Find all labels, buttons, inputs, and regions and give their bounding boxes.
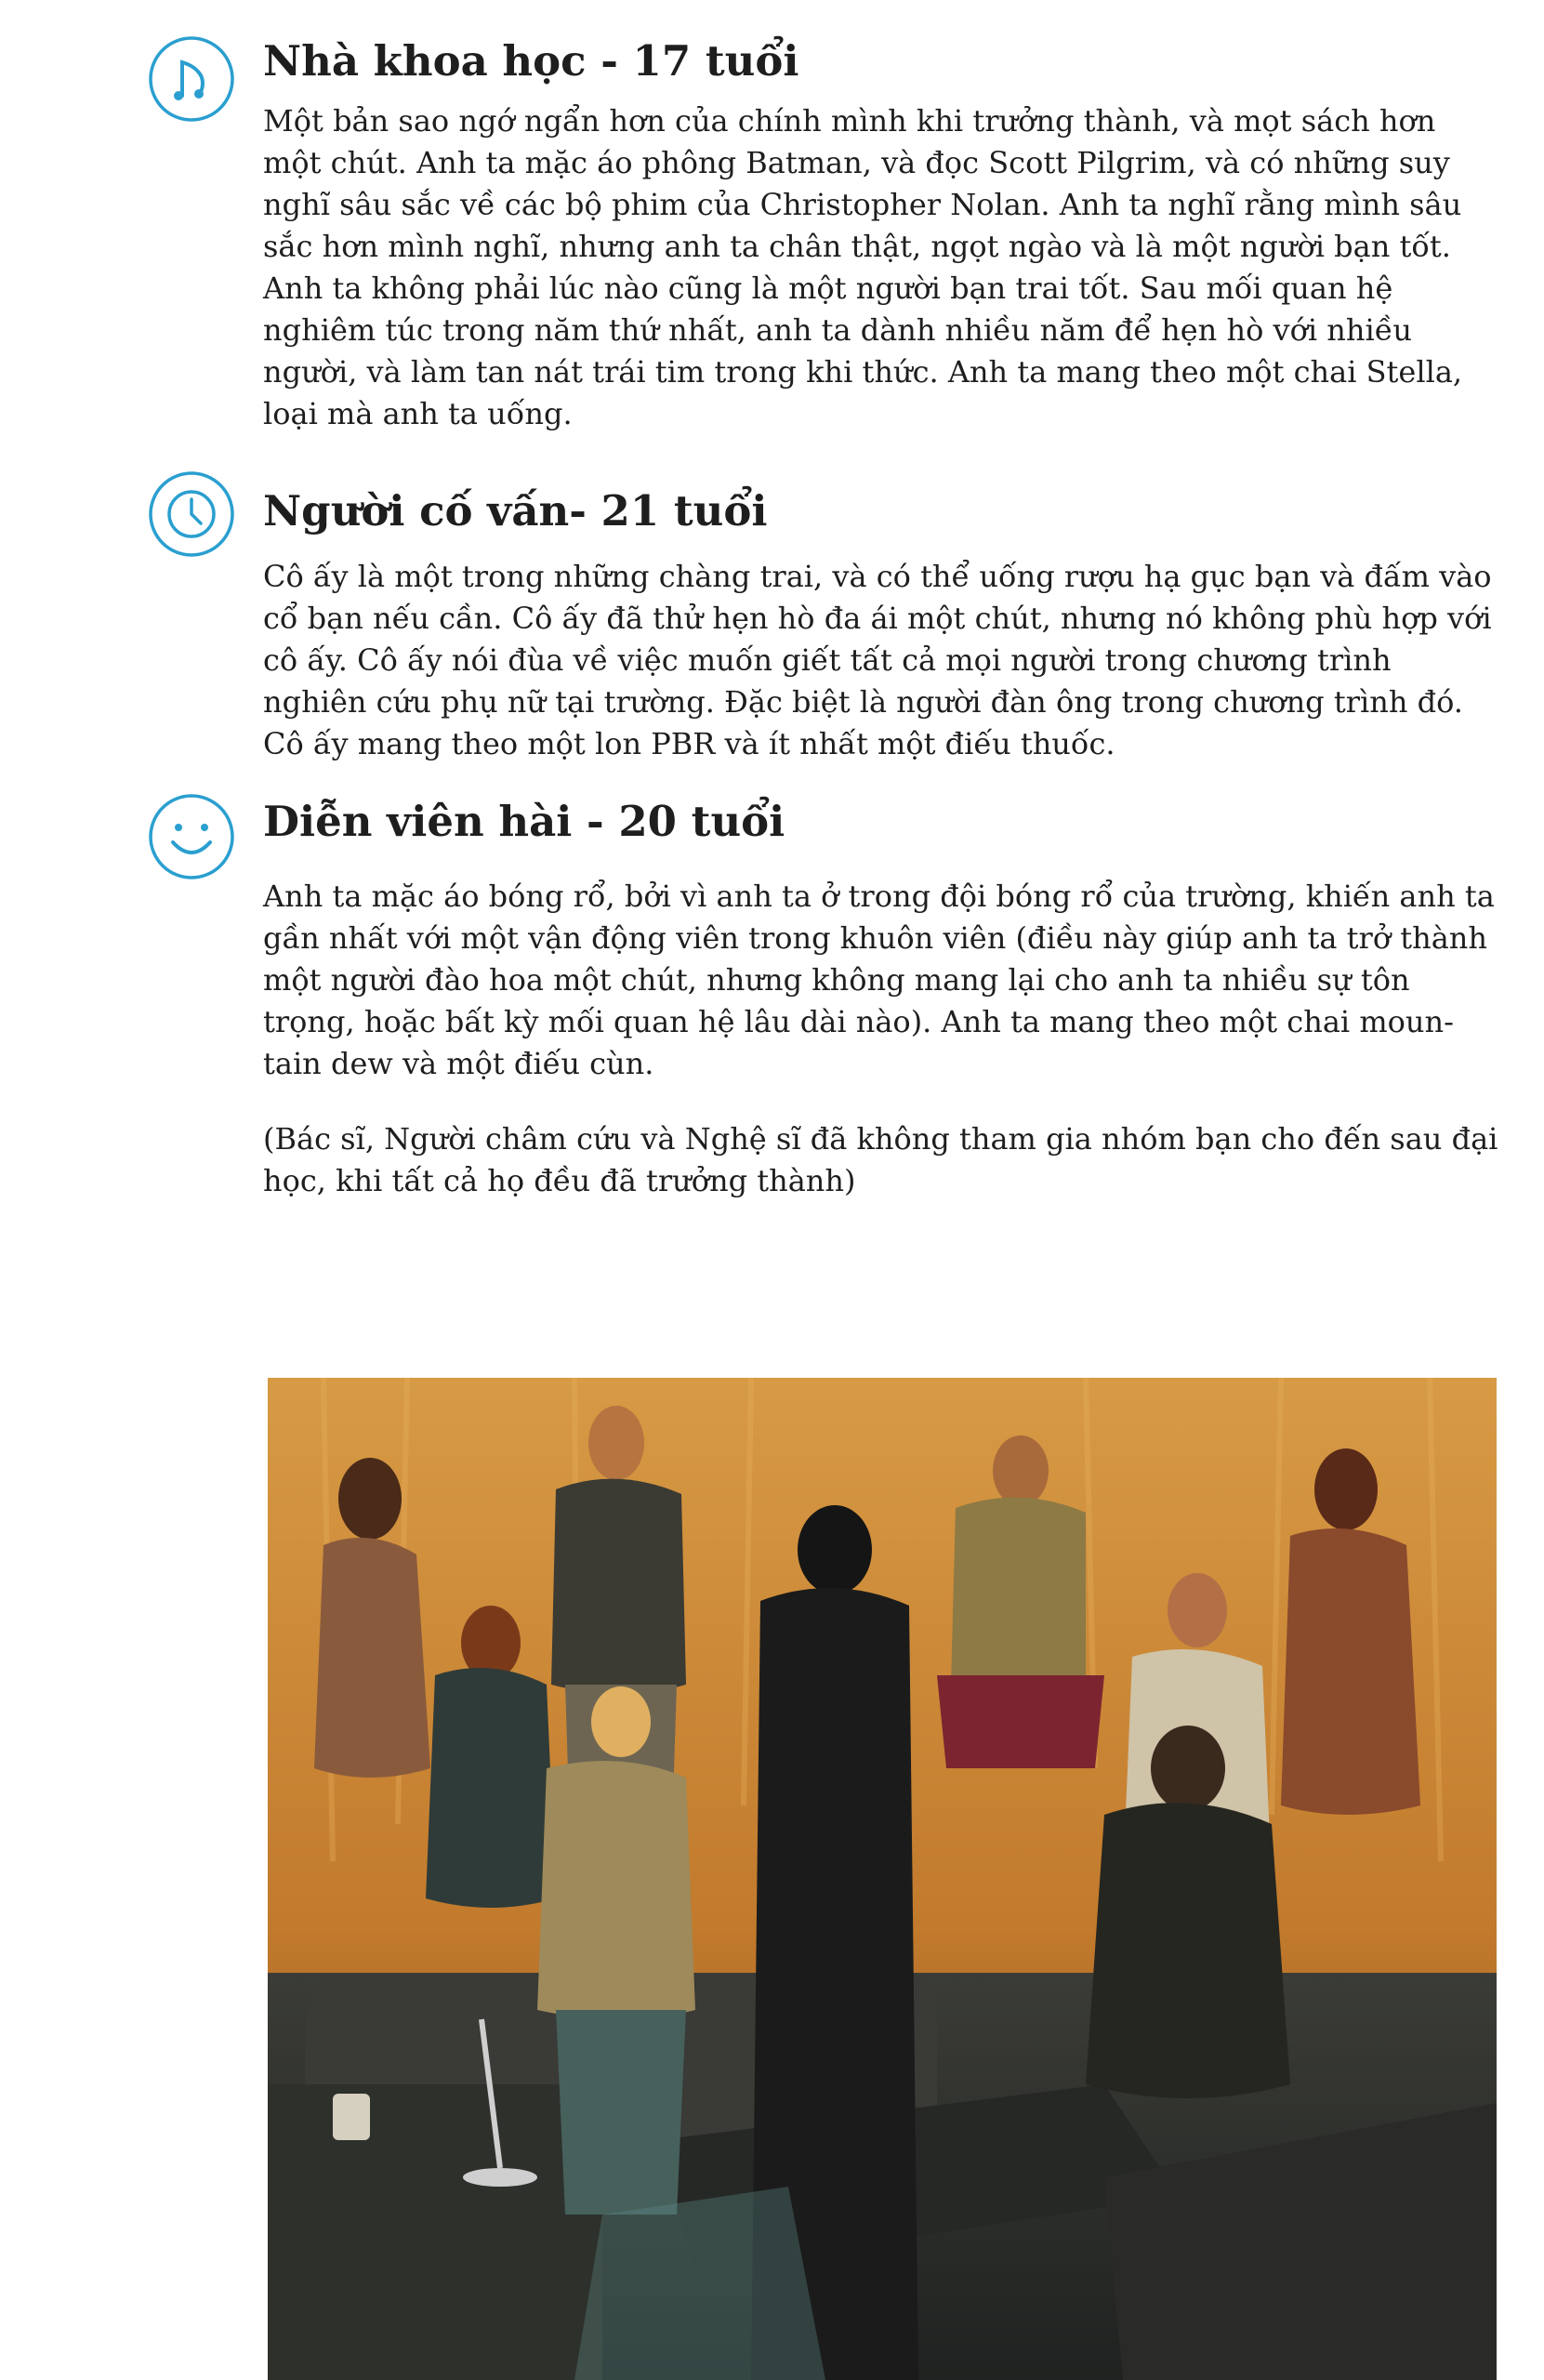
body-line: một chút. Anh ta mặc áo phông Batman, và đọc Scott Pilgrim, và có những suy <box>263 145 1450 180</box>
footnote <box>263 1118 1499 1202</box>
body-line: nghiên cứu phụ nữ tại trường. Đặc biệt là người đàn ông trong chương trình đó. <box>263 684 1463 720</box>
body-line: một người đào hoa một chút, nhưng không mang lại cho anh ta nhiều sự tôn <box>263 962 1410 998</box>
footnote-line: học, khi tất cả họ đều đã trưởng thành) <box>263 1163 856 1198</box>
section-body <box>263 100 1499 435</box>
section-title: Nhà khoa học - 17 tuổi <box>263 36 799 86</box>
section-body <box>263 556 1499 765</box>
smiley-icon <box>147 792 236 881</box>
body-line: tain dew và một điếu cùn. <box>263 1046 654 1081</box>
body-line: gần nhất với một vận động viên trong khuôn viên (điều này giúp anh ta trở thành <box>263 920 1488 956</box>
body-line: cổ bạn nếu cần. Cô ấy đã thử hẹn hò đa ái một chút, nhưng nó không phù hợp với <box>263 601 1492 636</box>
armchair-left <box>268 2084 602 2380</box>
clock-icon <box>147 469 236 559</box>
body-line: cô ấy. Cô ấy nói đùa về việc muốn giết tất cả mọi người trong chương trình <box>263 642 1392 678</box>
group-illustration-canvas <box>268 1378 1497 2380</box>
body-line: người, và làm tan nát trái tim trong khi thức. Anh ta mang theo một chai Stella, <box>263 354 1463 390</box>
body-line: Anh ta không phải lúc nào cũng là một người bạn trai tốt. Sau mối quan hệ <box>263 271 1393 306</box>
body-line: nghiêm túc trong năm thứ nhất, anh ta dành nhiều năm để hẹn hò với nhiều <box>263 312 1412 348</box>
body-line: loại mà anh ta uống. <box>263 396 573 431</box>
body-line: trọng, hoặc bất kỳ mối quan hệ lâu dài nào). Anh ta mang theo một chai moun- <box>263 1004 1454 1039</box>
footnote-line: (Bác sĩ, Người châm cứu và Nghệ sĩ đã không tham gia nhóm bạn cho đến sau đại <box>263 1121 1498 1157</box>
body-line: Một bản sao ngớ ngẩn hơn của chính mình khi trưởng thành, và mọt sách hơn <box>263 103 1436 139</box>
eighth-note-icon <box>147 34 236 124</box>
body-line: Cô ấy là một trong những chàng trai, và có thể uống rượu hạ gục bạn và đấm vào <box>263 559 1492 594</box>
section-body <box>263 876 1499 1085</box>
section-title: Diễn viên hài - 20 tuổi <box>263 797 785 846</box>
mug <box>333 2094 370 2140</box>
lamp-base <box>463 2168 537 2187</box>
body-line: sắc hơn mình nghĩ, nhưng anh ta chân thật, ngọt ngào và là một người bạn tốt. <box>263 229 1451 264</box>
group-illustration <box>268 1378 1497 2380</box>
teal-light <box>574 2187 825 2380</box>
body-line: Anh ta mặc áo bóng rổ, bởi vì anh ta ở trong đội bóng rổ của trường, khiến anh ta <box>263 879 1495 914</box>
body-line: nghĩ sâu sắc về các bộ phim của Christopher Nolan. Anh ta nghĩ rằng mình sâu <box>263 187 1462 222</box>
section-title: Người cố vấn- 21 tuổi <box>263 486 768 536</box>
body-line: Cô ấy mang theo một lon PBR và ít nhất một điếu thuốc. <box>263 726 1115 761</box>
